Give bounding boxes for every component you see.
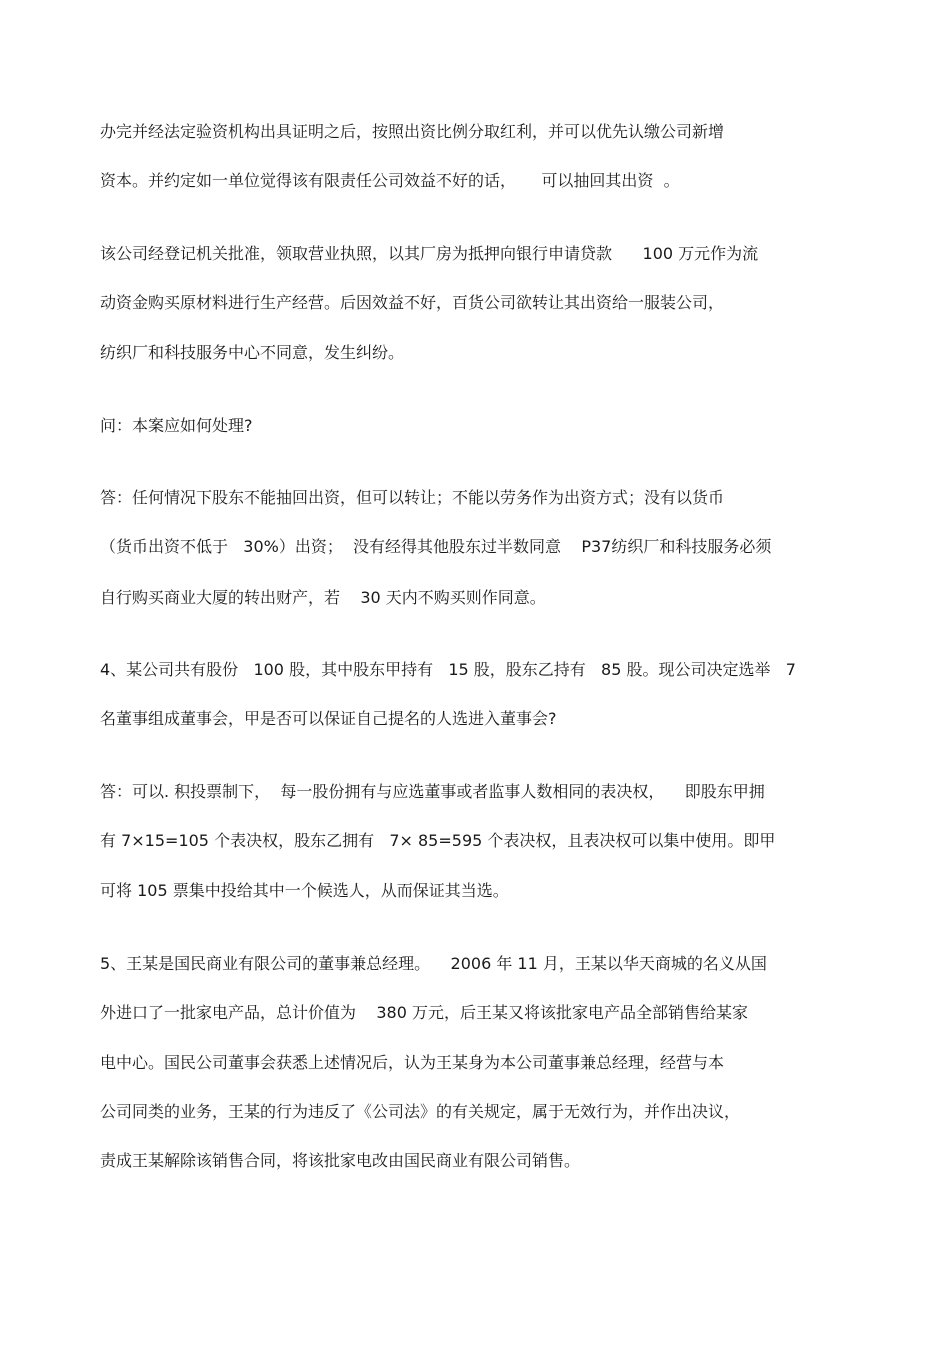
text-line: 公司同类的业务，王某的行为违反了《公司法》的有关规定，属于无效行为，并作出决议， xyxy=(100,1102,741,1121)
text-line: （货币出资不低于 30%）出资； 没有经得其他股东过半数同意 P37纺织厂和科技服务必须 xyxy=(100,537,772,556)
question-line: 4、某公司共有股份 100 股，其中股东甲持有 15 股，股东乙持有 85 股。现公司决定选举 7 xyxy=(100,660,796,679)
text-line: 资本。并约定如一单位觉得该有限责任公司效益不好的话， 可以抽回其出资 。 xyxy=(100,171,680,190)
answer-line: 答：可以. 积投票制下， 每一股份拥有与应选董事或者监事人数相同的表决权， 即股东甲拥 xyxy=(100,782,765,801)
question-line: 问：本案应如何处理? xyxy=(100,416,253,435)
text-line: 办完并经法定验资机构出具证明之后，按照出资比例分取红利，并可以优先认缴公司新增 xyxy=(100,122,725,141)
text-line: 可将 105 票集中投给其中一个候选人，从而保证其当选。 xyxy=(100,881,509,900)
text-line: 责成王某解除该销售合同，将该批家电改由国民商业有限公司销售。 xyxy=(100,1151,581,1170)
text-line: 名董事组成董事会，甲是否可以保证自己提名的人选进入董事会? xyxy=(100,709,557,728)
text-line: 自行购买商业大厦的转出财产，若 30 天内不购买则作同意。 xyxy=(100,588,546,607)
text-line: 动资金购买原材料进行生产经营。后因效益不好，百货公司欲转让其出资给一服装公司， xyxy=(100,293,725,312)
text-line: 外进口了一批家电产品，总计价值为 380 万元，后王某又将该批家电产品全部销售给某家 xyxy=(100,1003,748,1022)
text-line: 有 7×15=105 个表决权，股东乙拥有 7× 85=595 个表决权，且表决权可以集中使用。即甲 xyxy=(100,831,776,850)
question-line: 5、王某是国民商业有限公司的董事兼总经理。 2006 年 11 月，王某以华天商城的名义从国 xyxy=(100,954,767,973)
text-line: 电中心。国民公司董事会获悉上述情况后，认为王某身为本公司董事兼总经理，经营与本 xyxy=(100,1053,725,1072)
text-line: 该公司经登记机关批准，领取营业执照，以其厂房为抵押向银行申请贷款 100 万元作为流 xyxy=(100,244,759,263)
text-line: 纺织厂和科技服务中心不同意，发生纠纷。 xyxy=(100,343,405,362)
answer-line: 答：任何情况下股东不能抽回出资，但可以转让；不能以劳务作为出资方式；没有以货币 xyxy=(100,488,725,507)
